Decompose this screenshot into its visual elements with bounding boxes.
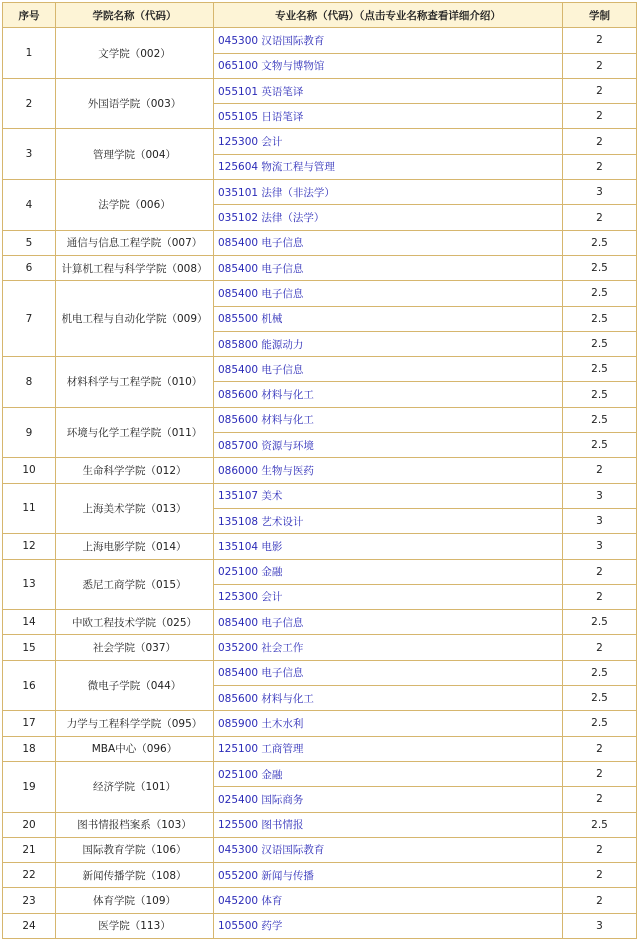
major-link[interactable]: 085600 材料与化工 — [218, 389, 314, 402]
duration-years: 2.5 — [563, 660, 637, 685]
major-link[interactable]: 085600 材料与化工 — [218, 692, 314, 705]
duration-years: 2.5 — [563, 357, 637, 382]
major-cell — [214, 787, 563, 812]
row-index: 16 — [3, 660, 56, 711]
major-cell — [214, 761, 563, 786]
table-row — [3, 761, 637, 786]
duration-years: 2.5 — [563, 711, 637, 736]
table-row — [3, 812, 637, 837]
row-index: 14 — [3, 610, 56, 635]
major-cell — [214, 28, 563, 53]
major-cell — [214, 129, 563, 154]
college-name: 上海电影学院（014） — [56, 534, 214, 559]
duration-years: 2 — [563, 863, 637, 888]
duration-years: 2 — [563, 205, 637, 230]
row-index: 10 — [3, 458, 56, 483]
row-index: 22 — [3, 863, 56, 888]
table-row — [3, 711, 637, 736]
table-header-row — [3, 3, 637, 28]
duration-years: 2 — [563, 787, 637, 812]
row-index: 13 — [3, 559, 56, 610]
table-row — [3, 660, 637, 685]
duration-years: 2.5 — [563, 686, 637, 711]
major-cell — [214, 433, 563, 458]
header-major: 专业名称（代码）（点击专业名称查看详细介绍） — [214, 3, 563, 28]
major-link[interactable]: 085500 机械 — [218, 313, 283, 326]
major-link[interactable]: 045300 汉语国际教育 — [218, 34, 325, 47]
table-row — [3, 28, 637, 53]
major-link[interactable]: 105500 药学 — [218, 920, 283, 933]
duration-years: 2.5 — [563, 382, 637, 407]
header-index: 序号 — [3, 3, 56, 28]
college-name: 环境与化学工程学院（011） — [56, 407, 214, 458]
major-link[interactable]: 135104 电影 — [218, 540, 283, 553]
major-link[interactable]: 035200 社会工作 — [218, 642, 304, 655]
row-index: 12 — [3, 534, 56, 559]
major-link[interactable]: 125300 会计 — [218, 136, 283, 149]
major-cell — [214, 331, 563, 356]
header-college: 学院名称（代码） — [56, 3, 214, 28]
duration-years: 2 — [563, 458, 637, 483]
row-index: 3 — [3, 129, 56, 180]
major-link[interactable]: 055101 英语笔译 — [218, 85, 304, 98]
college-name: 上海美术学院（013） — [56, 483, 214, 534]
major-cell — [214, 357, 563, 382]
college-name: 体育学院（109） — [56, 888, 214, 913]
major-cell — [214, 382, 563, 407]
major-link[interactable]: 085600 材料与化工 — [218, 414, 314, 427]
major-cell — [214, 863, 563, 888]
college-name: 管理学院（004） — [56, 129, 214, 180]
major-link[interactable]: 085400 电子信息 — [218, 237, 304, 250]
major-cell — [214, 888, 563, 913]
major-cell — [214, 306, 563, 331]
major-cell — [214, 711, 563, 736]
program-table-container — [2, 2, 637, 939]
major-link[interactable]: 085900 土木水利 — [218, 717, 304, 730]
major-link[interactable]: 085800 能源动力 — [218, 338, 304, 351]
row-index: 6 — [3, 255, 56, 280]
row-index: 17 — [3, 711, 56, 736]
table-row — [3, 534, 637, 559]
duration-years: 3 — [563, 180, 637, 205]
college-name: 微电子学院（044） — [56, 660, 214, 711]
major-cell — [214, 559, 563, 584]
major-link[interactable]: 045300 汉语国际教育 — [218, 844, 325, 857]
major-link[interactable]: 086000 生物与医药 — [218, 464, 314, 477]
major-cell — [214, 584, 563, 609]
major-link[interactable]: 085400 电子信息 — [218, 262, 304, 275]
row-index: 24 — [3, 913, 56, 938]
table-row — [3, 180, 637, 205]
table-row — [3, 837, 637, 862]
table-row — [3, 888, 637, 913]
major-cell — [214, 660, 563, 685]
major-cell — [214, 458, 563, 483]
duration-years: 3 — [563, 913, 637, 938]
college-name: 机电工程与自动化学院（009） — [56, 281, 214, 357]
table-row — [3, 610, 637, 635]
duration-years: 2 — [563, 78, 637, 103]
duration-years: 2.5 — [563, 255, 637, 280]
major-cell — [214, 610, 563, 635]
table-row — [3, 559, 637, 584]
program-table — [2, 2, 637, 939]
table-row — [3, 281, 637, 306]
major-link[interactable]: 125300 会计 — [218, 591, 283, 604]
major-cell — [214, 534, 563, 559]
major-link[interactable]: 035102 法律（法学） — [218, 212, 325, 225]
duration-years: 2.5 — [563, 230, 637, 255]
table-row — [3, 635, 637, 660]
table-row — [3, 458, 637, 483]
major-link[interactable]: 025100 金融 — [218, 566, 283, 579]
table-row — [3, 736, 637, 761]
college-name: 计算机工程与科学学院（008） — [56, 255, 214, 280]
table-row — [3, 78, 637, 103]
duration-years: 2 — [563, 104, 637, 129]
row-index: 7 — [3, 281, 56, 357]
table-row — [3, 483, 637, 508]
major-link[interactable]: 085700 资源与环境 — [218, 439, 314, 452]
row-index: 19 — [3, 761, 56, 812]
major-cell — [214, 281, 563, 306]
college-name: 中欧工程技术学院（025） — [56, 610, 214, 635]
major-cell — [214, 635, 563, 660]
duration-years: 2 — [563, 154, 637, 179]
major-cell — [214, 812, 563, 837]
major-link[interactable]: 085400 电子信息 — [218, 363, 304, 376]
major-link[interactable]: 135107 美术 — [218, 490, 283, 503]
table-row — [3, 230, 637, 255]
major-cell — [214, 205, 563, 230]
table-body — [3, 28, 637, 939]
major-cell — [214, 913, 563, 938]
major-link[interactable]: 085400 电子信息 — [218, 616, 304, 629]
duration-years: 2.5 — [563, 407, 637, 432]
major-cell — [214, 78, 563, 103]
row-index: 21 — [3, 837, 56, 862]
header-duration: 学制 — [563, 3, 637, 28]
duration-years: 2 — [563, 28, 637, 53]
college-name: 医学院（113） — [56, 913, 214, 938]
college-name: 材料科学与工程学院（010） — [56, 357, 214, 408]
major-link[interactable]: 045200 体育 — [218, 895, 283, 908]
row-index: 4 — [3, 180, 56, 231]
major-cell — [214, 483, 563, 508]
table-row — [3, 357, 637, 382]
college-name: 法学院（006） — [56, 180, 214, 231]
college-name: 悉尼工商学院（015） — [56, 559, 214, 610]
row-index: 8 — [3, 357, 56, 408]
duration-years: 2 — [563, 635, 637, 660]
row-index: 20 — [3, 812, 56, 837]
duration-years: 3 — [563, 508, 637, 533]
row-index: 18 — [3, 736, 56, 761]
major-cell — [214, 180, 563, 205]
college-name: 力学与工程科学学院（095） — [56, 711, 214, 736]
duration-years: 2.5 — [563, 331, 637, 356]
major-link[interactable]: 035101 法律（非法学） — [218, 186, 335, 199]
row-index: 9 — [3, 407, 56, 458]
duration-years: 2.5 — [563, 281, 637, 306]
major-link[interactable]: 125100 工商管理 — [218, 743, 304, 756]
major-cell — [214, 508, 563, 533]
major-link[interactable]: 085400 电子信息 — [218, 287, 304, 300]
major-link[interactable]: 055200 新闻与传播 — [218, 869, 314, 882]
duration-years: 2 — [563, 584, 637, 609]
row-index: 1 — [3, 28, 56, 79]
major-link[interactable]: 025100 金融 — [218, 768, 283, 781]
table-row — [3, 913, 637, 938]
major-link[interactable]: 085400 电子信息 — [218, 667, 304, 680]
major-link[interactable]: 055105 日语笔译 — [218, 110, 304, 123]
duration-years: 2.5 — [563, 306, 637, 331]
table-row — [3, 255, 637, 280]
row-index: 15 — [3, 635, 56, 660]
major-cell — [214, 53, 563, 78]
duration-years: 2 — [563, 53, 637, 78]
college-name: 经济学院（101） — [56, 761, 214, 812]
major-cell — [214, 837, 563, 862]
duration-years: 2.5 — [563, 812, 637, 837]
duration-years: 2.5 — [563, 610, 637, 635]
table-row — [3, 407, 637, 432]
row-index: 2 — [3, 78, 56, 129]
major-link[interactable]: 025400 国际商务 — [218, 793, 304, 806]
row-index: 11 — [3, 483, 56, 534]
duration-years: 2.5 — [563, 433, 637, 458]
duration-years: 2 — [563, 837, 637, 862]
row-index: 23 — [3, 888, 56, 913]
table-row — [3, 863, 637, 888]
major-link[interactable]: 135108 艺术设计 — [218, 515, 304, 528]
major-cell — [214, 255, 563, 280]
college-name: MBA中心（096） — [56, 736, 214, 761]
major-link[interactable]: 125500 图书情报 — [218, 819, 304, 832]
college-name: 通信与信息工程学院（007） — [56, 230, 214, 255]
major-link[interactable]: 065100 文物与博物馆 — [218, 60, 325, 73]
duration-years: 3 — [563, 483, 637, 508]
duration-years: 2 — [563, 888, 637, 913]
college-name: 社会学院（037） — [56, 635, 214, 660]
college-name: 生命科学学院（012） — [56, 458, 214, 483]
college-name: 图书情报档案系（103） — [56, 812, 214, 837]
college-name: 新闻传播学院（108） — [56, 863, 214, 888]
major-cell — [214, 686, 563, 711]
duration-years: 2 — [563, 129, 637, 154]
row-index: 5 — [3, 230, 56, 255]
duration-years: 3 — [563, 534, 637, 559]
major-link[interactable]: 125604 物流工程与管理 — [218, 161, 335, 174]
major-cell — [214, 230, 563, 255]
college-name: 外国语学院（003） — [56, 78, 214, 129]
major-cell — [214, 154, 563, 179]
college-name: 国际教育学院（106） — [56, 837, 214, 862]
major-cell — [214, 736, 563, 761]
duration-years: 2 — [563, 559, 637, 584]
duration-years: 2 — [563, 736, 637, 761]
major-cell — [214, 104, 563, 129]
college-name: 文学院（002） — [56, 28, 214, 79]
duration-years: 2 — [563, 761, 637, 786]
table-row — [3, 129, 637, 154]
major-cell — [214, 407, 563, 432]
